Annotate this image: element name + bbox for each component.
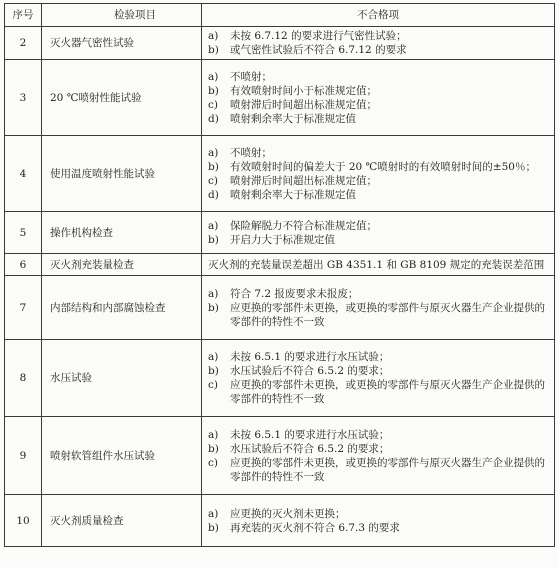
criterion-text: 水压试验后不符合 6.5.2 的要求； <box>230 442 390 455</box>
inspection-item: 内部结构和内部腐蚀检查 <box>42 276 202 340</box>
header-criteria: 不合格项 <box>202 4 555 27</box>
inspection-item: 灭火剂充装量检查 <box>42 254 202 276</box>
inspection-item: 使用温度喷射性能试验 <box>42 136 202 212</box>
criterion-text: 保险解脱力不符合标准规定值； <box>230 219 377 232</box>
nonconformity-cell <box>202 136 555 212</box>
table-row <box>5 254 555 276</box>
list-marker: b) <box>208 442 219 455</box>
list-marker: c) <box>208 174 218 187</box>
criterion-text: 喷射剩余率大于标准规定值 <box>230 188 356 201</box>
criterion-text: 有效喷射时间的偏差大于 20 ℃喷射时的有效喷射时间的±50％； <box>230 160 536 173</box>
criterion-line <box>208 174 550 188</box>
inspection-item: 20 ℃喷射性能试验 <box>42 60 202 136</box>
table-row <box>5 136 555 212</box>
row-number: 3 <box>5 60 42 136</box>
criterion-line <box>208 70 550 84</box>
criterion-continuation: 零部件的特性不一致 <box>230 315 325 328</box>
list-marker: b) <box>208 84 219 97</box>
header-item: 检验项目 <box>42 4 202 27</box>
nonconformity-cell <box>202 212 555 254</box>
criterion-line <box>208 456 550 470</box>
list-marker: c) <box>208 456 218 469</box>
criterion-line <box>208 146 550 160</box>
criterion-text: 灭火剂的充装量误差超出 GB 4351.1 和 GB 8109 规定的充装误差范围 <box>208 258 545 271</box>
criterion-text: 应更换的灭火剂未更换； <box>230 507 346 520</box>
inspection-item: 水压试验 <box>42 340 202 417</box>
table-row <box>5 27 555 60</box>
list-marker: d) <box>208 188 219 201</box>
list-marker: b) <box>208 365 219 377</box>
criterion-text: 喷射滞后时间超出标准规定值； <box>230 98 377 111</box>
list-marker: a) <box>208 287 219 300</box>
criterion-line <box>208 442 550 456</box>
criterion-line <box>208 84 550 98</box>
nonconformity-cell <box>202 254 555 276</box>
nonconformity-cell <box>202 27 555 60</box>
table-row <box>5 60 555 136</box>
criterion-text: 再充装的灭火剂不符合 6.7.3 的要求 <box>230 521 400 534</box>
criterion-text: 有效喷射时间小于标准规定值； <box>230 84 377 97</box>
criterion-line <box>208 98 550 112</box>
criterion-text: 或气密性试验后不符合 6.7.12 的要求 <box>230 44 407 56</box>
criterion-text: 未按 6.7.12 的要求进行气密性试验； <box>230 30 407 42</box>
header-seq: 序号 <box>5 4 42 27</box>
criterion-line <box>208 43 550 57</box>
row-number: 5 <box>5 212 42 254</box>
criterion-line <box>208 29 550 43</box>
table-row <box>5 417 555 495</box>
row-number: 10 <box>5 495 42 547</box>
criterion-text: 应更换的零部件未更换，或更换的零部件与原灭火器生产企业提供的 <box>230 379 545 391</box>
inspection-table <box>4 3 555 547</box>
list-marker: b) <box>208 160 219 173</box>
row-number: 2 <box>5 27 42 60</box>
criterion-line <box>208 521 550 535</box>
list-marker: d) <box>208 112 219 125</box>
list-marker: a) <box>208 146 219 159</box>
list-marker: a) <box>208 428 219 441</box>
criterion-line <box>208 219 550 233</box>
nonconformity-cell <box>202 60 555 136</box>
criterion-line <box>208 233 550 247</box>
table-row <box>5 340 555 417</box>
criterion-continuation: 零部件的特性不一致 <box>230 470 325 483</box>
row-number: 7 <box>5 276 42 340</box>
criterion-text: 不喷射； <box>230 70 272 83</box>
criterion-text: 应更换的零部件未更换，或更换的零部件与原灭火器生产企业提供的 <box>230 456 545 469</box>
criterion-text: 喷射滞后时间超出标准规定值； <box>230 174 377 187</box>
inspection-item: 喷射软管组件水压试验 <box>42 417 202 495</box>
list-marker: a) <box>208 30 219 42</box>
criterion-text: 符合 7.2 报废要求未报废； <box>230 287 359 300</box>
list-marker: a) <box>208 219 219 232</box>
criterion-line <box>208 364 550 378</box>
inspection-item: 灭火器气密性试验 <box>42 27 202 60</box>
table-body <box>5 27 555 547</box>
list-marker: a) <box>208 507 219 520</box>
criterion-line <box>208 188 550 202</box>
list-marker: a) <box>208 70 219 83</box>
table-header-row <box>5 4 555 27</box>
row-number: 8 <box>5 340 42 417</box>
nonconformity-cell <box>202 340 555 417</box>
row-number: 9 <box>5 417 42 495</box>
criterion-line <box>208 112 550 126</box>
criterion-line <box>208 287 550 301</box>
criterion-continuation: 零部件的特性不一致 <box>230 393 325 405</box>
inspection-item: 灭火剂质量检查 <box>42 495 202 547</box>
row-number: 4 <box>5 136 42 212</box>
list-marker: c) <box>208 98 218 111</box>
criterion-line <box>208 350 550 364</box>
criterion-text: 不喷射； <box>230 146 272 159</box>
criterion-text: 应更换的零部件未更换，或更换的零部件与原灭火器生产企业提供的 <box>230 301 545 314</box>
criterion-text: 开启力大于标准规定值 <box>230 233 335 246</box>
criterion-line <box>208 160 550 174</box>
criterion-line <box>208 258 550 272</box>
table-row <box>5 276 555 340</box>
criterion-line <box>208 301 550 315</box>
criterion-line <box>208 378 550 392</box>
criterion-line <box>208 507 550 521</box>
criterion-text: 水压试验后不符合 6.5.2 的要求； <box>230 365 390 377</box>
list-marker: b) <box>208 521 219 534</box>
row-number: 6 <box>5 254 42 276</box>
list-marker: b) <box>208 301 219 314</box>
table-row <box>5 212 555 254</box>
inspection-item: 操作机构检查 <box>42 212 202 254</box>
nonconformity-cell <box>202 417 555 495</box>
criterion-text: 喷射剩余率大于标准规定值 <box>230 112 356 125</box>
table-row <box>5 495 555 547</box>
list-marker: a) <box>208 351 219 363</box>
list-marker: b) <box>208 233 219 246</box>
criterion-text: 未按 6.5.1 的要求进行水压试验； <box>230 351 390 363</box>
nonconformity-cell <box>202 276 555 340</box>
nonconformity-cell <box>202 495 555 547</box>
criterion-line <box>208 428 550 442</box>
criterion-text: 未按 6.5.1 的要求进行水压试验； <box>230 428 390 441</box>
list-marker: b) <box>208 44 219 56</box>
list-marker: c) <box>208 379 218 391</box>
